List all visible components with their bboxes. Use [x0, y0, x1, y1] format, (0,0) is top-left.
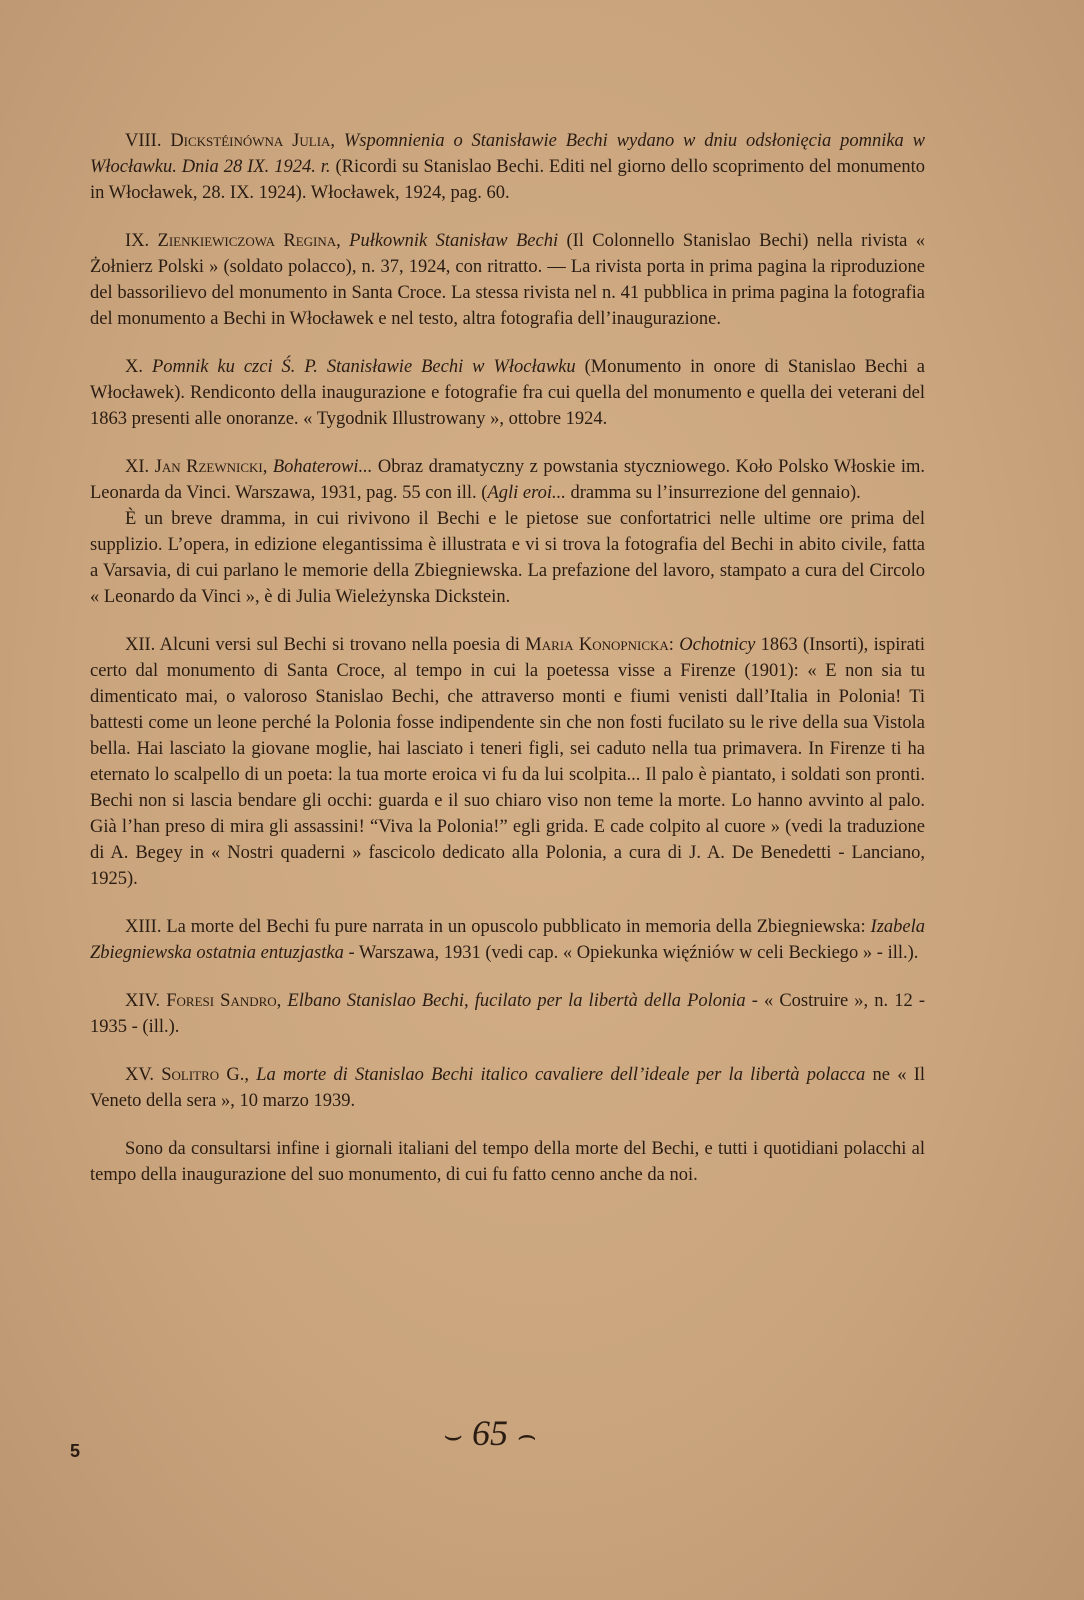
entry-ix	[90, 228, 925, 332]
entry-title: La morte di Stanislao Bechi italico cavaliere dell’ideale per la libertà polacca	[256, 1065, 866, 1085]
entry-text: (Ricordi su Stanislao Bechi. Editi nel giorno dello scoprimento del monumento in Włocławek, 28. IX. 1924). Włocławek, 1924, pag. 60.	[90, 157, 926, 203]
entry-text: 1863 (Insorti), ispirati certo dal monumento di Santa Croce, al tempo in cui la poetessa visse a Firenze (1901): « E non sia tu dimenticato mai, o valoroso Stanislao Bechi, che attraverso monti e fiumi venisti dall’Italia in Polonia! Ti battesti come un leone perché la Polonia fosse indipendente sin che non fosti fucilato su le rive della sua Vistola bella. Hai lasciato la giovane moglie, hai lasciato i teneri figli, sei caduto nella tua primavera. In Firenze ti ha eternato lo scalpello di un poeta: la tua morte eroica vi fu da lui scolpita... Il palo è piantato, i soldati son pronti. Bechi non si lascia bendare gli occhi: guarda e il suo chiaro viso non teme la morte. Lo hanno avvinto al palo. Già l’han preso di mira gli assassini! “Viva la Polonia!” egli grida. E cade colpito al cuore » (vedi la traduzione di A. Begey in « Nostri quaderni » fascicolo dedicato alla Polonia, a cura di J. A. De Benedetti - Lanciano, 1925).	[90, 635, 925, 889]
bibliography-text	[90, 128, 925, 1210]
entry-xii	[90, 632, 925, 892]
ornament-right-icon: ⌢	[517, 1419, 537, 1452]
entry-number: XV.	[125, 1065, 154, 1085]
entry-xi	[90, 454, 925, 610]
entry-title: Bohaterowi...	[272, 457, 373, 477]
entry-viii	[90, 128, 925, 206]
entry-text: (Il Colonnello Stanislao Bechi) nella rivista « Żołnierz Polski » (soldato polacco), n. 37, 1924, con ritratto. — La rivista porta in prima pagina la riproduzione del bassorilievo del monumento in Santa Croce. La stessa rivista nel n. 41 pubblica in prima pagina la fotografia del monumento a Bechi in Włocławek e nel testo, altra fotografia dell’inaugurazione.	[90, 231, 926, 329]
entry-title: Pułkownik Stanisław Bechi	[349, 231, 559, 251]
entry-intro: Alcuni versi sul Bechi si trovano nella poesia di	[159, 635, 526, 655]
entry-title-translation: Agli eroi...	[487, 483, 566, 503]
entry-text: Obraz dramatyczny z powstania styczniowego. Koło Polsko Włoskie im. Leonarda da Vinci. Warszawa, 1931, pag. 55 con ill. (	[90, 457, 926, 503]
entry-number: XI.	[125, 457, 150, 477]
entry-text: ne « Il Veneto della sera », 10 marzo 1939.	[90, 1065, 926, 1111]
ornament-left-icon: ⌣	[443, 1419, 463, 1452]
signature-mark: 5	[70, 1441, 81, 1461]
entry-text: - Warszawa, 1931 (vedi cap. « Opiekunka więźniów w celi Beckiego » - ill.).	[348, 943, 919, 963]
page-number-footer	[420, 1413, 560, 1453]
entry-title: Wspomnienia o Stanisławie Bechi wydano w dniu odsłonięcia pomnika w Włocławku. Dnia 28 IX. 1924. r.	[90, 131, 925, 177]
entry-text: (Monumento in onore di Stanislao Bechi a Włocławek). Rendiconto della inaugurazione e fotografie fra cui quella del monumento e quella dei veterani del 1863 presenti alle onoranze. « Tygodnik Illustrowany », ottobre 1924.	[90, 357, 925, 429]
entry-number: XII.	[125, 635, 156, 655]
entry-author: Solitro G.,	[161, 1065, 249, 1085]
entry-text-continued: dramma su l’insurrezione del gennaio).	[565, 483, 861, 503]
entry-number: VIII.	[125, 131, 162, 151]
entry-author: Jan Rzewnicki,	[154, 457, 268, 477]
entry-author: Maria Konopnicka:	[525, 635, 674, 655]
entry-number: IX.	[125, 231, 150, 251]
entry-number: X.	[125, 357, 143, 377]
entry-title: Ochotnicy	[679, 635, 756, 655]
entry-x	[90, 354, 925, 432]
entry-commentary: È un breve dramma, in cui rivivono il Bechi e le pietose sue confortatrici nelle ultime ore prima del supplizio. L’opera, in edizione elegantissima è illustrata e vi si trova la fotografia del Bechi in abito civile, fatta a Varsavia, di cui parlano le memorie della Zbiegniewska. La prefazione del lavoro, stampato a cura del Circolo « Leonardo da Vinci », è di Julia Wieleżynska Dickstein.	[90, 509, 925, 607]
entry-author: Zienkiewiczowa Regina,	[157, 231, 341, 251]
entry-number: XIII.	[125, 917, 162, 937]
entry-text: - « Costruire », n. 12 - 1935 - (ill.).	[90, 991, 925, 1037]
entry-title: Pomnik ku czci Ś. P. Stanisławie Bechi w Włocławku	[151, 357, 576, 377]
page-number: 65	[472, 1413, 508, 1453]
entry-xiii	[90, 914, 925, 966]
entry-xv	[90, 1062, 925, 1114]
entry-title: Elbano Stanislao Bechi, fucilato per la libertà della Polonia	[287, 991, 746, 1011]
closing-paragraph	[90, 1136, 925, 1188]
entry-author: Foresi Sandro,	[166, 991, 282, 1011]
entry-xiv	[90, 988, 925, 1040]
entry-number: XIV.	[125, 991, 161, 1011]
entry-author: Dickstéinówna Julia,	[170, 131, 336, 151]
entry-title: Izabela Zbiegniewska ostatnia entuzjastka	[90, 917, 925, 963]
entry-intro: La morte del Bechi fu pure narrata in un opuscolo pubblicato in memoria della Zbiegniewska:	[166, 917, 871, 937]
closing-text: Sono da consultarsi infine i giornali italiani del tempo della morte del Bechi, e tutti i quotidiani polacchi al tempo della inaugurazione del suo monumento, di cui fu fatto cenno anche da noi.	[90, 1139, 925, 1185]
